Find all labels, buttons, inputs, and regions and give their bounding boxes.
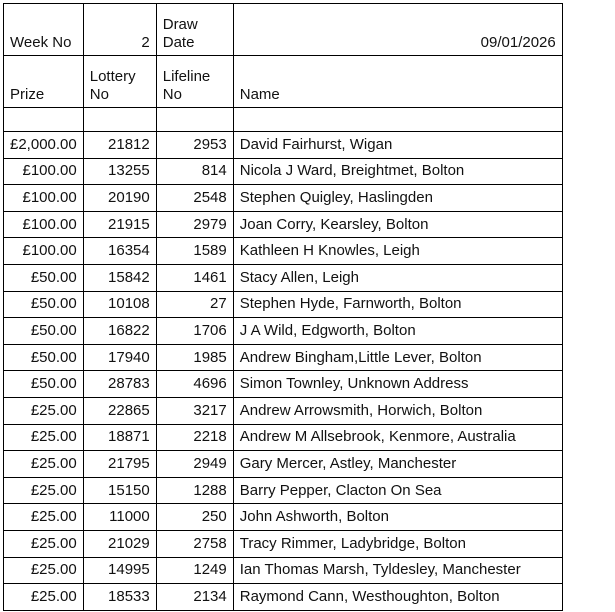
header-row: [4, 4, 563, 56]
lifeline-no-cell: 2949: [156, 451, 233, 478]
draw-label-line-2: Date: [162, 34, 195, 51]
name-cell: J A Wild, Edgworth, Bolton: [233, 318, 562, 345]
column-header-prize: Prize: [4, 56, 84, 108]
prize-cell: £50.00: [4, 264, 84, 291]
prize-cell: £100.00: [4, 211, 84, 238]
lifeline-no-cell: 250: [156, 504, 233, 531]
lifeline-no-cell: 2953: [156, 132, 233, 159]
lottery-no-cell: 18533: [83, 584, 156, 611]
column-header-lottery: [83, 56, 156, 108]
lottery-no-cell: 16354: [83, 238, 156, 265]
results-table: [3, 3, 563, 611]
lottery-no-cell: 15842: [83, 264, 156, 291]
name-cell: Tracy Rimmer, Ladybridge, Bolton: [233, 530, 562, 557]
name-cell: Gary Mercer, Astley, Manchester: [233, 451, 562, 478]
lifeline-no-cell: 2979: [156, 211, 233, 238]
table-row: [4, 557, 563, 584]
name-cell: Nicola J Ward, Breightmet, Bolton: [233, 158, 562, 185]
table-row: [4, 584, 563, 611]
table-row: [4, 477, 563, 504]
lottery-no-cell: 16822: [83, 318, 156, 345]
lottery-no-cell: 21915: [83, 211, 156, 238]
prize-cell: £100.00: [4, 185, 84, 212]
name-cell: Raymond Cann, Westhoughton, Bolton: [233, 584, 562, 611]
name-cell: Kathleen H Knowles, Leigh: [233, 238, 562, 265]
table-row: [4, 397, 563, 424]
table-row: [4, 264, 563, 291]
table-row: [4, 132, 563, 159]
draw-label-line-1: Draw: [162, 16, 198, 33]
lottery-no-cell: 21812: [83, 132, 156, 159]
column-header-name: Name: [233, 56, 562, 108]
prize-cell: £50.00: [4, 318, 84, 345]
lottery-no-cell: 18871: [83, 424, 156, 451]
column-header-lottery-line-1: Lottery: [89, 68, 136, 85]
prize-cell: £2,000.00: [4, 132, 84, 159]
name-cell: Joan Corry, Kearsley, Bolton: [233, 211, 562, 238]
prize-cell: £25.00: [4, 451, 84, 478]
blank-cell: [156, 108, 233, 132]
lifeline-no-cell: 1249: [156, 557, 233, 584]
table-row: [4, 211, 563, 238]
name-cell: Ian Thomas Marsh, Tyldesley, Manchester: [233, 557, 562, 584]
name-cell: Andrew Bingham,Little Lever, Bolton: [233, 344, 562, 371]
blank-row: [4, 108, 563, 132]
lifeline-no-cell: 2218: [156, 424, 233, 451]
name-cell: Stacy Allen, Leigh: [233, 264, 562, 291]
lifeline-no-cell: 2134: [156, 584, 233, 611]
lifeline-no-cell: 27: [156, 291, 233, 318]
blank-cell: [233, 108, 562, 132]
lifeline-no-cell: 1706: [156, 318, 233, 345]
lifeline-no-cell: 1288: [156, 477, 233, 504]
column-header-lottery-line-2: No: [89, 86, 109, 103]
table-row: [4, 451, 563, 478]
lottery-no-cell: 10108: [83, 291, 156, 318]
lifeline-no-cell: 1985: [156, 344, 233, 371]
table-row: [4, 185, 563, 212]
name-cell: Stephen Hyde, Farnworth, Bolton: [233, 291, 562, 318]
table-row: [4, 291, 563, 318]
name-cell: David Fairhurst, Wigan: [233, 132, 562, 159]
table-row: [4, 238, 563, 265]
lifeline-no-cell: 1589: [156, 238, 233, 265]
week-value: 2: [83, 4, 156, 56]
prize-cell: £50.00: [4, 371, 84, 398]
lifeline-no-cell: 814: [156, 158, 233, 185]
table-row: [4, 344, 563, 371]
lifeline-no-cell: 2758: [156, 530, 233, 557]
prize-cell: £25.00: [4, 504, 84, 531]
lottery-no-cell: 17940: [83, 344, 156, 371]
prize-cell: £25.00: [4, 397, 84, 424]
blank-cell: [83, 108, 156, 132]
lifeline-no-cell: 4696: [156, 371, 233, 398]
column-header-row: [4, 56, 563, 108]
week-label: Week No: [4, 4, 84, 56]
lifeline-no-cell: 1461: [156, 264, 233, 291]
table-row: [4, 318, 563, 345]
table-row: [4, 371, 563, 398]
lottery-no-cell: 28783: [83, 371, 156, 398]
column-header-lifeline-line-1: Lifeline: [162, 68, 211, 85]
lottery-no-cell: 15150: [83, 477, 156, 504]
name-cell: Andrew Arrowsmith, Horwich, Bolton: [233, 397, 562, 424]
name-cell: Stephen Quigley, Haslingden: [233, 185, 562, 212]
prize-cell: £25.00: [4, 424, 84, 451]
lottery-no-cell: 11000: [83, 504, 156, 531]
prize-cell: £100.00: [4, 158, 84, 185]
prize-cell: £100.00: [4, 238, 84, 265]
lottery-no-cell: 20190: [83, 185, 156, 212]
prize-cell: £25.00: [4, 530, 84, 557]
prize-cell: £25.00: [4, 584, 84, 611]
table-row: [4, 530, 563, 557]
prize-cell: £50.00: [4, 344, 84, 371]
draw-date-value: 09/01/2026: [233, 4, 562, 56]
lifeline-no-cell: 3217: [156, 397, 233, 424]
lifeline-no-cell: 2548: [156, 185, 233, 212]
name-cell: John Ashworth, Bolton: [233, 504, 562, 531]
table-row: [4, 158, 563, 185]
name-cell: Simon Townley, Unknown Address: [233, 371, 562, 398]
lottery-no-cell: 14995: [83, 557, 156, 584]
lottery-no-cell: 21795: [83, 451, 156, 478]
name-cell: Andrew M Allsebrook, Kenmore, Australia: [233, 424, 562, 451]
table-row: [4, 424, 563, 451]
prize-cell: £50.00: [4, 291, 84, 318]
prize-cell: £25.00: [4, 557, 84, 584]
lottery-no-cell: 13255: [83, 158, 156, 185]
lottery-no-cell: 21029: [83, 530, 156, 557]
name-cell: Barry Pepper, Clacton On Sea: [233, 477, 562, 504]
lottery-no-cell: 22865: [83, 397, 156, 424]
prize-cell: £25.00: [4, 477, 84, 504]
draw-date-label: [156, 4, 233, 56]
blank-cell: [4, 108, 84, 132]
column-header-lifeline: [156, 56, 233, 108]
column-header-lifeline-line-2: No: [162, 86, 182, 103]
table-row: [4, 504, 563, 531]
